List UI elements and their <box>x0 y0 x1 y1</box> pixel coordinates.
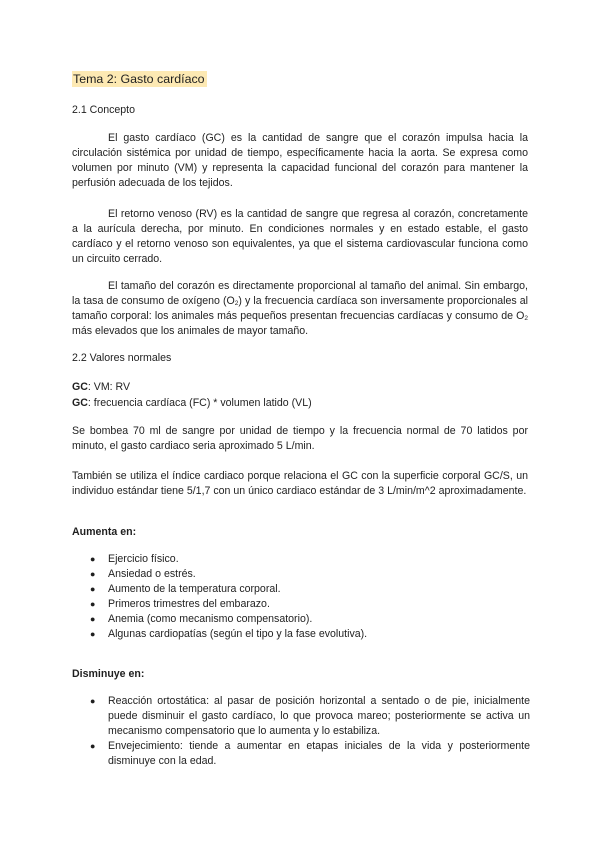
paragraph-gasto-cardiaco: El gasto cardíaco (GC) es la cantidad de sangre que el corazón impulsa hacia la circulación sistémica por unidad de tiempo, específicamente hacia la aorta. Se expresa como volumen por minuto (VM) y representa la capacidad funcional del corazón para mantener la perfusión adecuada de los tejidos. <box>72 132 528 189</box>
bullet-icon: ● <box>90 696 96 706</box>
list-item <box>90 627 530 642</box>
formula-line-1 <box>72 380 130 395</box>
heading-disminuye: Disminuye en: <box>72 668 145 680</box>
bullet-icon: ● <box>90 569 96 579</box>
heading-aumenta: Aumenta en: <box>72 526 137 538</box>
subscript-2: 2 <box>524 315 528 322</box>
list-item-text: Reacción ortostática: al pasar de posición horizontal a sentado o de pie, inicialmente puede disminuir el gasto cardíaco, lo que provoca mareo; posteriormente se activa un mecanismo compensatorio que lo aumenta y lo estabiliza. <box>108 695 530 737</box>
list-item <box>90 612 530 627</box>
list-item <box>90 582 530 597</box>
list-item-text: Algunas cardiopatías (según el tipo y la fase evolutiva). <box>108 628 368 640</box>
list-item-text: Primeros trimestres del embarazo. <box>108 598 270 610</box>
paragraph-tamano-part-3: más elevados que los animales de mayor tamaño. <box>72 325 309 337</box>
page-title: Tema 2: Gasto cardíaco <box>73 72 205 86</box>
formula-line-2 <box>72 396 312 411</box>
section-heading-concepto: 2.1 Concepto <box>72 104 136 116</box>
list-aumenta <box>90 552 530 642</box>
bullet-icon: ● <box>90 584 96 594</box>
list-item <box>90 552 530 567</box>
formula-label: GC <box>72 397 88 409</box>
paragraph-tamano-part-1: El tamaño del corazón es directamente proporcional al tamaño del animal. Sin embargo, la tasa de consumo de oxígeno (O <box>72 280 528 307</box>
subscript-2: 2 <box>234 300 239 307</box>
paragraph-tamano-part-2: ) y la frecuencia cardíaca son inversamente proporcionales al tamaño corporal: los animales más pequeños presentan frecuencias cardíacas y consumo de O <box>72 295 528 322</box>
bullet-icon: ● <box>90 599 96 609</box>
list-item-text: Ansiedad o estrés. <box>108 568 196 580</box>
paragraph-tamano-corazon <box>72 279 528 339</box>
bullet-icon: ● <box>90 741 96 751</box>
list-item <box>90 567 530 582</box>
formula-text: : frecuencia cardíaca (FC) * volumen latido (VL) <box>87 397 312 409</box>
formula-label: GC <box>72 381 88 393</box>
list-item <box>90 694 530 739</box>
paragraph-bombeo: Se bombea 70 ml de sangre por unidad de tiempo y la frecuencia normal de 70 latidos por minuto, el gasto cardiaco seria aproximado 5 L/min. <box>72 425 528 452</box>
list-item-text: Ejercicio físico. <box>108 553 179 565</box>
list-disminuye <box>90 694 530 769</box>
list-item-text: Envejecimiento: tiende a aumentar en etapas iniciales de la vida y posteriormente disminuye con la edad. <box>108 740 530 767</box>
paragraph-indice-cardiaco: También se utiliza el índice cardiaco porque relaciona el GC con la superficie corporal GC/S, un individuo estándar tiene 5/1,7 con un único cardiaco estándar de 3 L/min/m^2 aproximadamente. <box>72 470 528 497</box>
list-item <box>90 739 530 769</box>
bullet-icon: ● <box>90 614 96 624</box>
formula-text: : VM: RV <box>87 381 131 393</box>
paragraph-retorno-venoso: El retorno venoso (RV) es la cantidad de sangre que regresa al corazón, concretamente a la aurícula derecha, por minuto. En condiciones normales y en estado estable, el gasto cardíaco y el retorno venoso son equivalentes, ya que el sistema cardiovascular funciona como un circuito cerrado. <box>72 208 528 265</box>
list-item <box>90 597 530 612</box>
bullet-icon: ● <box>90 629 96 639</box>
list-item-text: Anemia (como mecanismo compensatorio). <box>108 613 313 625</box>
bullet-icon: ● <box>90 554 96 564</box>
list-item-text: Aumento de la temperatura corporal. <box>108 583 281 595</box>
section-heading-valores: 2.2 Valores normales <box>72 352 172 364</box>
